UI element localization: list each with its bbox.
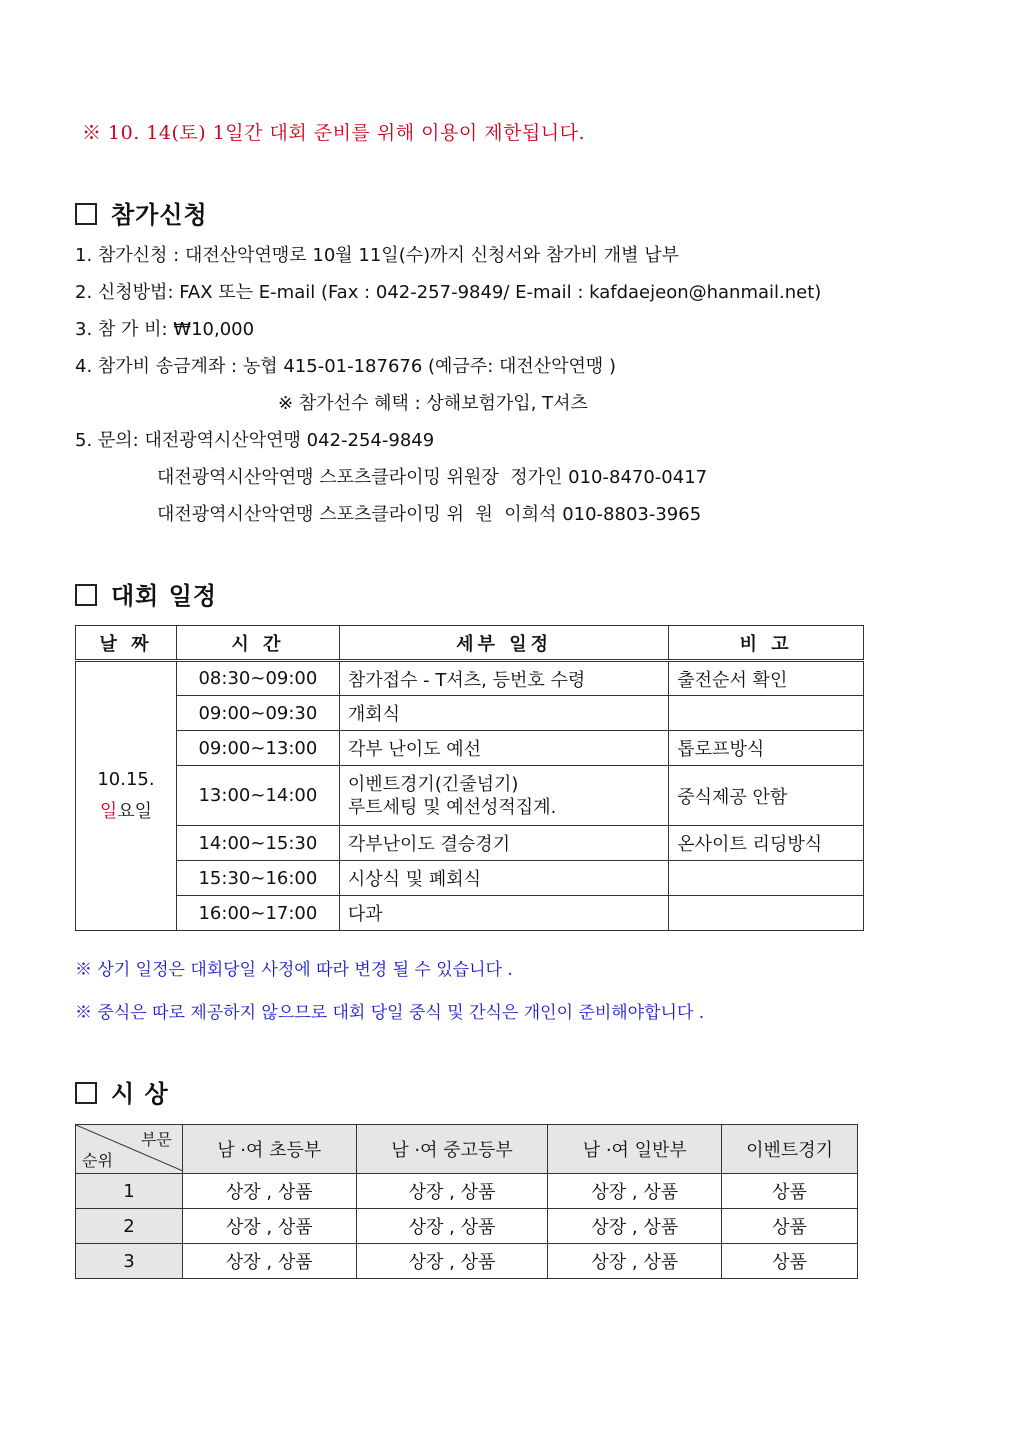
- contact-line-2: 대전광역시산악연맹 스포츠클라이밍 위 원 이희석 010-8803-3965: [157, 504, 702, 525]
- schedule-table: [75, 625, 864, 931]
- column-header: 남 ·여 중고등부: [356, 1125, 548, 1174]
- schedule-heading-text: 대회 일정: [111, 582, 218, 610]
- table-row: [76, 731, 864, 766]
- corner-header: [76, 1125, 183, 1174]
- column-header: 남 ·여 일반부: [548, 1125, 722, 1174]
- registration-line-4: 4. 참가비 송금계좌 : 농협 415-01-187676 (예금주: 대전산악연맹 ): [75, 356, 617, 377]
- award-cell: 상장 , 상품: [356, 1209, 548, 1244]
- checkbox-square-icon: [75, 584, 97, 606]
- schedule-heading: [75, 576, 217, 611]
- award-cell: 상장 , 상품: [548, 1209, 722, 1244]
- award-cell: 상장 , 상품: [548, 1174, 722, 1209]
- registration-line-3: 3. 참 가 비: ₩10,000: [75, 319, 255, 340]
- registration-line-2: 2. 신청방법: FAX 또는 E-mail (Fax : 042-257-9849/ E-mail : kafdaejeon@hanmail.net): [75, 282, 822, 303]
- time-cell: 09:00~09:30: [176, 696, 339, 731]
- award-cell: 상장 , 상품: [548, 1244, 722, 1279]
- note-cell: 출전순서 확인: [669, 661, 864, 696]
- checkbox-square-icon: [75, 203, 97, 225]
- column-header: 남 ·여 초등부: [182, 1125, 356, 1174]
- checkbox-square-icon: [75, 1082, 97, 1104]
- rank-cell: 3: [76, 1244, 183, 1279]
- note-cell: 중식제공 안함: [669, 766, 864, 826]
- date-weekday: 일요일: [99, 801, 153, 822]
- registration-benefit: ※ 참가선수 혜택 : 상해보험가입, T셔츠: [278, 393, 588, 414]
- table-row: [76, 896, 864, 931]
- corner-division-label: 부문: [140, 1130, 172, 1149]
- header-detail: 세부 일정: [339, 626, 668, 661]
- table-row: [76, 861, 864, 896]
- schedule-note-2: ※ 중식은 따로 제공하지 않으므로 대회 당일 중식 및 간식은 개인이 준비해야합니다 .: [75, 1003, 705, 1023]
- registration-line-5: 5. 문의: 대전광역시산악연맹 042-254-9849: [75, 430, 435, 451]
- detail-cell: 시상식 및 폐회식: [339, 861, 668, 896]
- award-cell: 상장 , 상품: [182, 1209, 356, 1244]
- detail-cell: 참가접수 - T셔츠, 등번호 수령: [339, 661, 668, 696]
- award-cell: 상장 , 상품: [356, 1244, 548, 1279]
- corner-rank-label: 순위: [82, 1151, 113, 1170]
- table-row: [76, 766, 864, 826]
- time-cell: 15:30~16:00: [176, 861, 339, 896]
- table-row: [76, 826, 864, 861]
- detail-cell: 개회식: [339, 696, 668, 731]
- header-note: 비 고: [669, 626, 864, 661]
- detail-line: 루트세팅 및 예선성적집계.: [347, 796, 557, 818]
- time-cell: 09:00~13:00: [176, 731, 339, 766]
- table-row: [76, 1209, 858, 1244]
- time-cell: 16:00~17:00: [176, 896, 339, 931]
- schedule-header-row: [76, 626, 864, 661]
- time-cell: 08:30~09:00: [176, 661, 339, 696]
- rank-cell: 1: [76, 1174, 183, 1209]
- award-cell: 상품: [722, 1174, 858, 1209]
- table-row: [76, 696, 864, 731]
- note-cell: 톱로프방식: [669, 731, 864, 766]
- award-cell: 상장 , 상품: [356, 1174, 548, 1209]
- table-row: [76, 661, 864, 696]
- header-time: 시 간: [176, 626, 339, 661]
- top-notice: ※ 10. 14(토) 1일간 대회 준비를 위해 이용이 제한됩니다.: [82, 122, 586, 144]
- registration-line-1: 1. 참가신청 : 대전산악연맹로 10월 11일(수)까지 신청서와 참가비 개별 납부: [75, 245, 680, 266]
- date-value: 10.15.: [97, 769, 155, 790]
- award-cell: 상장 , 상품: [182, 1244, 356, 1279]
- note-cell: [669, 696, 864, 731]
- detail-cell: 각부 난이도 예선: [339, 731, 668, 766]
- awards-heading: [75, 1074, 169, 1109]
- time-cell: 13:00~14:00: [176, 766, 339, 826]
- awards-heading-text: 시 상: [111, 1080, 169, 1108]
- registration-heading: [75, 195, 208, 230]
- header-date: 날 짜: [76, 626, 177, 661]
- award-cell: 상품: [722, 1244, 858, 1279]
- column-header: 이벤트경기: [722, 1125, 858, 1174]
- detail-cell: 다과: [339, 896, 668, 931]
- table-row: [76, 1244, 858, 1279]
- schedule-note-1: ※ 상기 일정은 대회당일 사정에 따라 변경 될 수 있습니다 .: [75, 960, 513, 980]
- rank-cell: 2: [76, 1209, 183, 1244]
- date-cell: [76, 661, 177, 931]
- registration-heading-text: 참가신청: [111, 201, 208, 229]
- note-cell: [669, 861, 864, 896]
- detail-cell: [339, 766, 668, 826]
- awards-table: [75, 1124, 858, 1279]
- contact-line-1: 대전광역시산악연맹 스포츠클라이밍 위원장 정가인 010-8470-0417: [157, 467, 708, 488]
- detail-cell: 각부난이도 결승경기: [339, 826, 668, 861]
- table-row: [76, 1174, 858, 1209]
- award-cell: 상품: [722, 1209, 858, 1244]
- detail-line: 이벤트경기(긴줄넘기): [347, 773, 519, 795]
- note-cell: 온사이트 리딩방식: [669, 826, 864, 861]
- award-cell: 상장 , 상품: [182, 1174, 356, 1209]
- time-cell: 14:00~15:30: [176, 826, 339, 861]
- note-cell: [669, 896, 864, 931]
- awards-header-row: [76, 1125, 858, 1174]
